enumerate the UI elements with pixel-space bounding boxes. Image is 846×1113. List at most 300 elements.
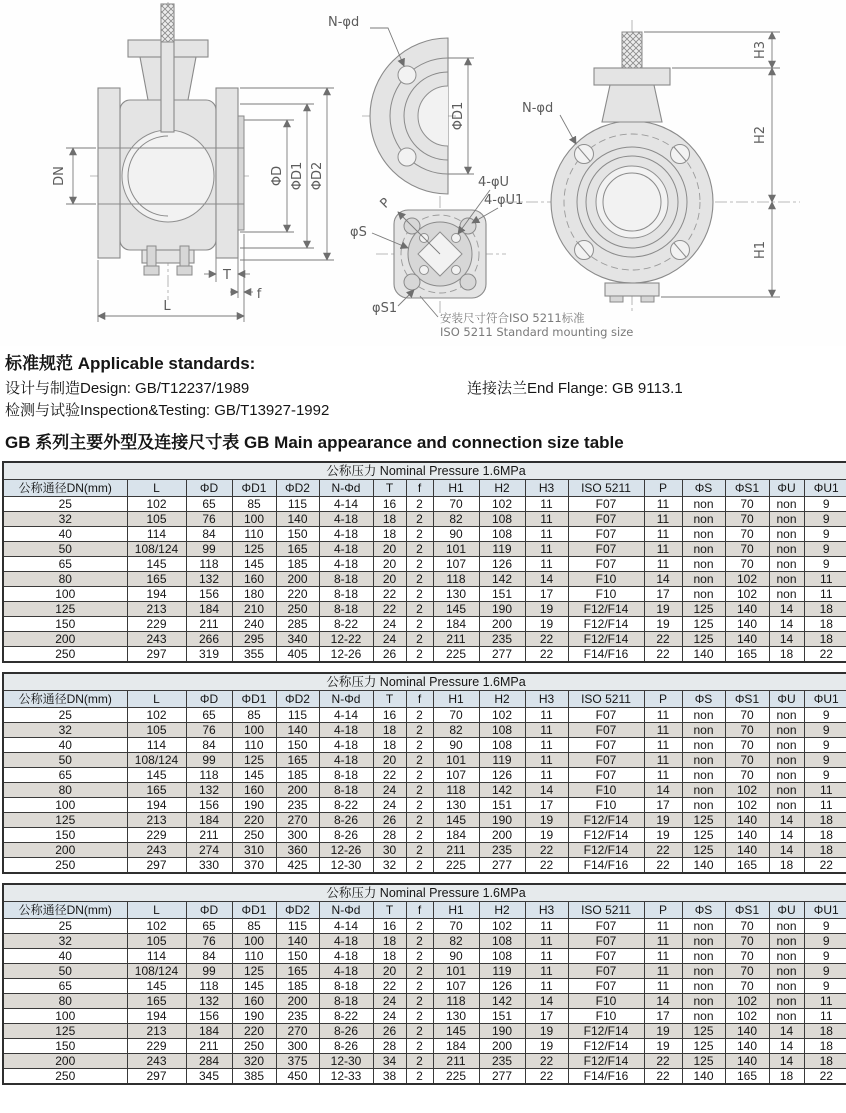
table-cell: 102 <box>127 919 186 934</box>
nut <box>177 266 192 275</box>
dim-label-4-phi-u1: 4-φU1 <box>484 193 524 208</box>
table-cell: 297 <box>127 647 186 663</box>
table-cell: non <box>769 542 804 557</box>
table-cell: non <box>682 768 725 783</box>
table-cell: 211 <box>433 843 479 858</box>
table-cell: F07 <box>568 723 644 738</box>
table-cell: 85 <box>232 919 276 934</box>
column-header: P <box>644 480 682 497</box>
table-cell: non <box>682 919 725 934</box>
column-header: ΦS1 <box>725 902 769 919</box>
table-cell: 297 <box>127 1069 186 1085</box>
table-cell: 14 <box>525 783 568 798</box>
table-row <box>3 1009 846 1024</box>
table-cell: 22 <box>804 1069 846 1085</box>
table-cell: 132 <box>186 994 232 1009</box>
table-cell: 185 <box>276 768 319 783</box>
table-cell: 18 <box>804 602 846 617</box>
table-cell: 140 <box>725 813 769 828</box>
table-cell: 12-22 <box>319 632 373 647</box>
table-cell: F14/F16 <box>568 1069 644 1085</box>
table-cell: 2 <box>406 934 433 949</box>
table-cell: 9 <box>804 542 846 557</box>
section-view <box>52 2 334 322</box>
table-cell: 140 <box>276 512 319 527</box>
column-header: ΦS <box>682 691 725 708</box>
table-cell: 320 <box>232 1054 276 1069</box>
table-cell: 100 <box>3 798 127 813</box>
table-cell: F07 <box>568 738 644 753</box>
table-cell: 2 <box>406 798 433 813</box>
table-cell: 14 <box>769 843 804 858</box>
table-cell: 2 <box>406 753 433 768</box>
table-cell: 180 <box>232 587 276 602</box>
table-cell: 9 <box>804 768 846 783</box>
table-cell: 119 <box>479 542 525 557</box>
table-cell: F12/F14 <box>568 632 644 647</box>
table-cell: 9 <box>804 738 846 753</box>
table-cell: 156 <box>186 587 232 602</box>
label-n-phi-d: N-φd <box>328 15 360 30</box>
table-cell: 24 <box>373 798 406 813</box>
mount-hole-small <box>452 234 461 243</box>
table-cell: non <box>682 527 725 542</box>
table-cell: 12-30 <box>319 858 373 874</box>
table-cell: 32 <box>3 934 127 949</box>
table-cell: 70 <box>725 979 769 994</box>
table-cell: 18 <box>769 647 804 663</box>
table-cell: 101 <box>433 964 479 979</box>
dim-label-phi-d2: ΦD2 <box>310 161 325 191</box>
table-cell: 250 <box>3 647 127 663</box>
front-stem <box>622 32 642 68</box>
table-cell: 2 <box>406 632 433 647</box>
table-cell: 18 <box>373 512 406 527</box>
table-cell: 11 <box>525 949 568 964</box>
table-cell: 125 <box>682 602 725 617</box>
standard-end-flange: 连接法兰End Flange: GB 9113.1 <box>467 380 683 397</box>
table-cell: non <box>769 723 804 738</box>
column-header: ΦD2 <box>276 480 319 497</box>
table-cell: 145 <box>433 602 479 617</box>
table-cell: 22 <box>373 602 406 617</box>
table-cell: 11 <box>644 738 682 753</box>
table-cell: 4-18 <box>319 527 373 542</box>
table-cell: 14 <box>769 828 804 843</box>
dim-label-h3: H3 <box>753 40 768 60</box>
table-cell: 11 <box>525 557 568 572</box>
column-header: f <box>406 480 433 497</box>
mounting-note-en: ISO 5211 Standard mounting size <box>440 325 634 339</box>
table-cell: 17 <box>644 798 682 813</box>
table-cell: 14 <box>769 1054 804 1069</box>
table-cell: 2 <box>406 497 433 512</box>
table-cell: 190 <box>232 798 276 813</box>
column-header: f <box>406 902 433 919</box>
table-cell: 2 <box>406 587 433 602</box>
table-cell: 2 <box>406 768 433 783</box>
column-header: ΦS1 <box>725 691 769 708</box>
table-cell: 16 <box>373 919 406 934</box>
table-cell: 4-14 <box>319 708 373 723</box>
column-header: ΦD1 <box>232 480 276 497</box>
table-cell: 2 <box>406 979 433 994</box>
table-cell: 80 <box>3 572 127 587</box>
table-cell: 243 <box>127 1054 186 1069</box>
table-cell: F10 <box>568 587 644 602</box>
dim-label-p: P <box>377 195 394 212</box>
table-cell: 50 <box>3 542 127 557</box>
table-cell: 18 <box>804 843 846 858</box>
table-cell: 140 <box>682 1069 725 1085</box>
table-cell: 18 <box>373 934 406 949</box>
table-cell: non <box>769 512 804 527</box>
table-cell: non <box>682 542 725 557</box>
table-cell: 102 <box>725 798 769 813</box>
table-cell: 17 <box>525 798 568 813</box>
table-cell: 102 <box>127 497 186 512</box>
table-cell: 16 <box>373 497 406 512</box>
table-cell: 70 <box>725 497 769 512</box>
table-cell: 211 <box>186 1039 232 1054</box>
table-cell: 26 <box>373 813 406 828</box>
table-cell: 190 <box>479 1024 525 1039</box>
table-cell: 22 <box>373 587 406 602</box>
table-cell: 70 <box>725 919 769 934</box>
table-cell: 11 <box>644 512 682 527</box>
table-cell: 14 <box>644 994 682 1009</box>
table-cell: 102 <box>479 919 525 934</box>
table-cell: 118 <box>186 979 232 994</box>
table-cell: non <box>769 753 804 768</box>
table-cell: 2 <box>406 723 433 738</box>
table-cell: 32 <box>3 723 127 738</box>
table-cell: 24 <box>373 632 406 647</box>
table-cell: 300 <box>276 828 319 843</box>
table-cell: F07 <box>568 964 644 979</box>
column-header: ΦU <box>769 902 804 919</box>
table-cell: 2 <box>406 527 433 542</box>
table-row <box>3 632 846 647</box>
table-cell: 125 <box>682 617 725 632</box>
table-cell: non <box>769 919 804 934</box>
table-cell: 319 <box>186 647 232 663</box>
table-cell: 9 <box>804 527 846 542</box>
table-cell: 80 <box>3 994 127 1009</box>
table-cell: 165 <box>276 753 319 768</box>
table-cell: 160 <box>232 783 276 798</box>
table-cell: 211 <box>186 828 232 843</box>
table-cell: 9 <box>804 723 846 738</box>
table-cell: 107 <box>433 979 479 994</box>
table-cell: F07 <box>568 753 644 768</box>
column-header: ΦD2 <box>276 902 319 919</box>
table-cell: 125 <box>232 542 276 557</box>
table-cell: 125 <box>682 632 725 647</box>
table-cell: 145 <box>232 557 276 572</box>
table-cell: 22 <box>644 1069 682 1085</box>
table-cell: 4-18 <box>319 542 373 557</box>
table-cell: 38 <box>373 1069 406 1085</box>
stem-hatch <box>161 4 174 42</box>
column-header: T <box>373 480 406 497</box>
table-cell: F07 <box>568 542 644 557</box>
dimension-table-wrap-1 <box>2 461 844 663</box>
table-cell: 14 <box>644 783 682 798</box>
table-cell: 2 <box>406 738 433 753</box>
table-cell: 165 <box>725 858 769 874</box>
table-cell: 11 <box>644 964 682 979</box>
table-cell: 160 <box>232 572 276 587</box>
table-cell: 108/124 <box>127 542 186 557</box>
table-cell: F07 <box>568 934 644 949</box>
table-row <box>3 527 846 542</box>
table-cell: 142 <box>479 572 525 587</box>
table-cell: 24 <box>373 617 406 632</box>
table-cell: 32 <box>3 512 127 527</box>
column-header: ISO 5211 <box>568 902 644 919</box>
table-cell: 140 <box>725 1024 769 1039</box>
table-cell: 70 <box>725 949 769 964</box>
table-cell: 70 <box>725 738 769 753</box>
mount-hole-small <box>452 266 461 275</box>
dimension-table-wrap-2 <box>2 672 844 874</box>
raised-face <box>238 116 244 230</box>
table-cell: 16 <box>373 708 406 723</box>
table-cell: 2 <box>406 949 433 964</box>
table-cell: 76 <box>186 723 232 738</box>
table-cell: 243 <box>127 843 186 858</box>
table-row <box>3 542 846 557</box>
table-cell: 8-18 <box>319 572 373 587</box>
table-cell: 20 <box>373 572 406 587</box>
foot-pad <box>610 296 623 302</box>
table-cell: 4-18 <box>319 934 373 949</box>
table-cell: 107 <box>433 768 479 783</box>
table-cell: 14 <box>769 1024 804 1039</box>
table-cell: 118 <box>433 783 479 798</box>
table-cell: 11 <box>525 738 568 753</box>
table-cell: 300 <box>276 1039 319 1054</box>
table-cell: 9 <box>804 979 846 994</box>
table-cell: 22 <box>373 768 406 783</box>
table-cell: 345 <box>186 1069 232 1085</box>
table-cell: 11 <box>525 542 568 557</box>
table-cell: F10 <box>568 1009 644 1024</box>
table-cell: non <box>769 783 804 798</box>
table-cell: 17 <box>644 587 682 602</box>
table-cell: 125 <box>3 1024 127 1039</box>
table-cell: 70 <box>725 542 769 557</box>
table-row <box>3 813 846 828</box>
table-cell: 250 <box>232 1039 276 1054</box>
table-cell: 190 <box>479 602 525 617</box>
table-cell: 235 <box>479 843 525 858</box>
table-cell: 85 <box>232 708 276 723</box>
table-cell: 105 <box>127 723 186 738</box>
table-cell: 18 <box>804 617 846 632</box>
table-cell: 8-18 <box>319 768 373 783</box>
table-cell: 360 <box>276 843 319 858</box>
table-cell: 12-33 <box>319 1069 373 1085</box>
standard-design: 设计与制造Design: GB/T12237/1989 <box>5 380 250 397</box>
table-cell: 101 <box>433 753 479 768</box>
table-cell: 19 <box>525 1039 568 1054</box>
table-cell: 11 <box>525 919 568 934</box>
table-cell: 11 <box>525 934 568 949</box>
table-cell: 140 <box>725 828 769 843</box>
table-cell: 102 <box>725 572 769 587</box>
table-cell: 20 <box>373 542 406 557</box>
table-cell: 40 <box>3 527 127 542</box>
table-cell: 19 <box>644 828 682 843</box>
table-cell: 225 <box>433 858 479 874</box>
table-cell: non <box>682 557 725 572</box>
table-cell: 165 <box>725 647 769 663</box>
table-cell: 450 <box>276 1069 319 1085</box>
table-cell: 65 <box>3 557 127 572</box>
table-cell: 140 <box>725 1039 769 1054</box>
table-row <box>3 708 846 723</box>
table-cell: 12-30 <box>319 1054 373 1069</box>
table-cell: 8-18 <box>319 602 373 617</box>
column-header: ΦD1 <box>232 902 276 919</box>
table-cell: 70 <box>725 527 769 542</box>
table-cell: 19 <box>644 602 682 617</box>
table-cell: non <box>769 994 804 1009</box>
table-cell: 14 <box>769 602 804 617</box>
table-cell: 22 <box>525 1069 568 1085</box>
table-cell: 118 <box>433 994 479 1009</box>
table-row <box>3 858 846 874</box>
table-cell: 8-26 <box>319 813 373 828</box>
table-cell: 4-18 <box>319 512 373 527</box>
table-cell: 14 <box>769 1039 804 1054</box>
column-header: H3 <box>525 480 568 497</box>
table-cell: non <box>682 723 725 738</box>
table-cell: 4-18 <box>319 723 373 738</box>
table-cell: F07 <box>568 527 644 542</box>
table-cell: 8-26 <box>319 1024 373 1039</box>
table-cell: 220 <box>232 813 276 828</box>
table-cell: 295 <box>232 632 276 647</box>
table-cell: 19 <box>644 1039 682 1054</box>
table-cell: 20 <box>373 753 406 768</box>
table-cell: 125 <box>232 753 276 768</box>
mount-hole-small <box>420 266 429 275</box>
mount-hole <box>460 274 476 290</box>
table-cell: 108 <box>479 723 525 738</box>
mount-hole <box>404 274 420 290</box>
table-cell: 110 <box>232 527 276 542</box>
table-cell: 28 <box>373 828 406 843</box>
table-cell: 2 <box>406 994 433 1009</box>
table-cell: F07 <box>568 497 644 512</box>
table-cell: 11 <box>525 753 568 768</box>
table-cell: non <box>682 994 725 1009</box>
column-header: ISO 5211 <box>568 691 644 708</box>
table-cell: 130 <box>433 587 479 602</box>
table-row <box>3 1069 846 1085</box>
table-cell: 2 <box>406 828 433 843</box>
table-cell: 150 <box>276 527 319 542</box>
table-cell: 266 <box>186 632 232 647</box>
table-cell: 285 <box>276 617 319 632</box>
table-cell: 50 <box>3 964 127 979</box>
table-cell: 211 <box>433 1054 479 1069</box>
table-cell: 11 <box>525 708 568 723</box>
table-cell: 105 <box>127 512 186 527</box>
table-cell: 28 <box>373 1039 406 1054</box>
table-row <box>3 1039 846 1054</box>
table-cell: 2 <box>406 708 433 723</box>
table-cell: 126 <box>479 557 525 572</box>
table-cell: 150 <box>3 1039 127 1054</box>
table-cell: 274 <box>186 843 232 858</box>
table-cell: F07 <box>568 919 644 934</box>
table-cell: 250 <box>3 1069 127 1085</box>
table-cell: non <box>682 949 725 964</box>
table-cell: 330 <box>186 858 232 874</box>
table-cell: 132 <box>186 783 232 798</box>
column-header: H1 <box>433 902 479 919</box>
table-cell: 194 <box>127 1009 186 1024</box>
table-cell: 70 <box>725 557 769 572</box>
table-cell: 220 <box>276 587 319 602</box>
column-header: H2 <box>479 902 525 919</box>
table-cell: 14 <box>525 994 568 1009</box>
table-cell: 80 <box>3 783 127 798</box>
table-cell: 40 <box>3 738 127 753</box>
table-cell: non <box>769 572 804 587</box>
table-cell: 142 <box>479 783 525 798</box>
table-cell: 8-18 <box>319 994 373 1009</box>
table-cell: 235 <box>276 1009 319 1024</box>
table-cell: non <box>682 1009 725 1024</box>
table-cell: 8-26 <box>319 1039 373 1054</box>
column-header: H3 <box>525 902 568 919</box>
column-header: 公称通径DN(mm) <box>3 480 127 497</box>
table-cell: 19 <box>644 1024 682 1039</box>
table-cell: 9 <box>804 708 846 723</box>
table-cell: 108 <box>479 512 525 527</box>
table-cell: 18 <box>804 1039 846 1054</box>
table-cell: 270 <box>276 813 319 828</box>
table-cell: 14 <box>769 813 804 828</box>
table-cell: 14 <box>525 572 568 587</box>
column-header: L <box>127 902 186 919</box>
table-cell: non <box>682 934 725 949</box>
table-cell: 210 <box>232 602 276 617</box>
dim-label-h1: H1 <box>753 240 768 260</box>
table-cell: non <box>769 708 804 723</box>
table-cell: 165 <box>127 994 186 1009</box>
table-cell: 11 <box>804 587 846 602</box>
dimension-table-wrap-3 <box>2 883 844 1085</box>
label-n-phi-d-front: N-φd <box>522 101 554 116</box>
table-row <box>3 1054 846 1069</box>
table-cell: non <box>769 497 804 512</box>
table-cell: 200 <box>276 783 319 798</box>
table-cell: 2 <box>406 647 433 663</box>
table-cell: 102 <box>127 708 186 723</box>
dim-label-l: L <box>163 299 171 314</box>
table-cell: 108/124 <box>127 753 186 768</box>
table-row <box>3 753 846 768</box>
table-cell: 99 <box>186 542 232 557</box>
table-cell: 17 <box>644 1009 682 1024</box>
table-cell: 125 <box>232 964 276 979</box>
